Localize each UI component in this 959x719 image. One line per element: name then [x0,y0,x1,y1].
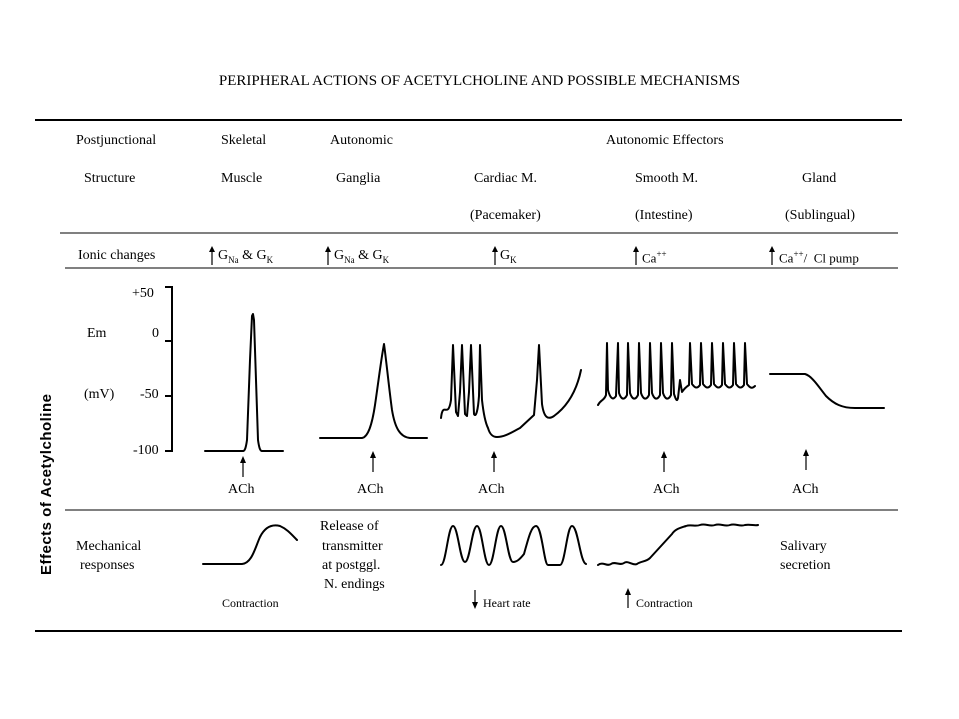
header-sublingual: (Sublingual) [785,208,855,223]
down-arrow-icon [472,602,478,609]
up-arrow-icon [491,451,497,458]
header-smooth: Smooth M. [635,171,699,186]
up-arrow-icon [325,246,331,252]
up-arrow-icon [633,246,639,252]
up-arrow-icon [492,246,498,252]
ach-label-ganglia: ACh [357,482,384,497]
skeletal-contraction-label: Contraction [222,596,279,610]
smooth-contraction-label: Contraction [636,596,693,610]
ach-label-skeletal: ACh [228,482,255,497]
up-arrow-icon [240,456,246,463]
header-postjunctional: Postjunctional [76,133,157,148]
release-line-3: at postggl. [322,558,381,573]
up-arrow-icon [661,451,667,458]
ach-label-smooth: ACh [653,482,680,497]
ionic-changes-label: Ionic changes [78,248,156,263]
header-structure: Structure [84,171,136,186]
header-intestine: (Intestine) [635,208,693,223]
up-arrow-icon [209,246,215,252]
em-axis [165,286,172,452]
mech-heart-rate [441,526,586,565]
ionic-gland: Ca++/ Cl pump [779,249,859,266]
trace-gland-hyperpolarization [770,374,884,408]
header-autonomic: Autonomic [330,133,393,148]
release-line-2: transmitter [322,539,383,554]
tick-minus100: -100 [133,443,159,458]
up-arrow-icon [625,588,631,595]
tick-0: 0 [152,326,159,341]
trace-ganglia-spike [320,344,427,438]
salivary-line-2: secretion [780,558,831,573]
mech-smooth-contraction [598,524,758,565]
up-arrow-icon [370,451,376,458]
release-line-1: Release of [320,519,379,534]
mech-skeletal-contraction [203,525,297,564]
figure-title: PERIPHERAL ACTIONS OF ACETYLCHOLINE AND POSSIBLE MECHANISMS [218,73,741,89]
header-ganglia: Ganglia [336,171,381,186]
header-skeletal: Skeletal [221,133,267,148]
header-gland: Gland [802,171,837,186]
salivary-line-1: Salivary [780,539,827,554]
header-muscle: Muscle [221,171,263,186]
ach-label-gland: ACh [792,482,819,497]
up-arrow-icon [803,449,809,456]
tick-plus50: +50 [132,286,154,301]
mechanical-label-1: Mechanical [76,539,142,554]
mechanical-label-2: responses [80,558,135,573]
release-line-4: N. endings [324,577,385,592]
trace-cardiac-spikes [441,345,581,437]
header-autonomic-effectors: Autonomic Effectors [606,133,724,148]
ionic-smooth: Ca++ [642,249,667,266]
trace-skeletal-spike [205,314,283,451]
ionic-skeletal: $G_{Na}$ & $G_K$ [218,248,274,265]
ach-label-cardiac: ACh [478,482,505,497]
effects-vertical-label: Effects of Acetylcholine [38,393,55,575]
trace-smooth-spikes [598,343,755,405]
axis-mv-label: (mV) [84,387,115,402]
header-pacemaker: (Pacemaker) [470,208,541,223]
up-arrow-icon [769,246,775,252]
tick-minus50: -50 [140,387,159,402]
axis-em-label: Em [87,326,107,341]
ionic-ganglia: $G_{Na}$ & $G_K$ [334,248,390,265]
heart-rate-label: Heart rate [483,596,531,610]
ionic-cardiac: $G_K$ [500,248,517,265]
header-cardiac: Cardiac M. [474,171,537,186]
